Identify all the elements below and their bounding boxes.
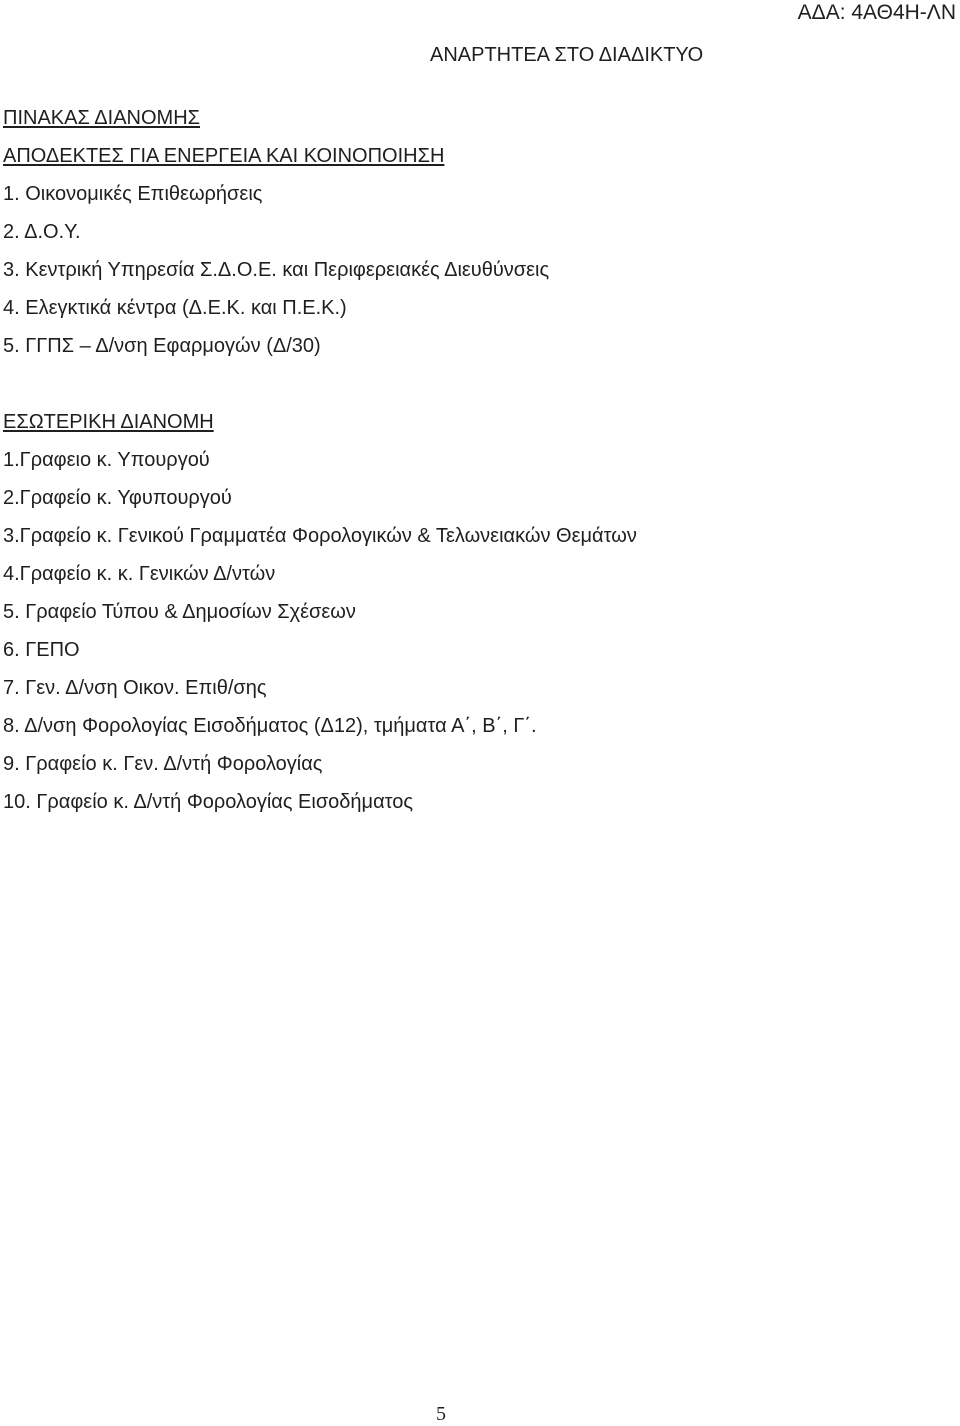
recipients-heading: ΑΠΟΔΕΚΤΕΣ ΓΙΑ ΕΝΕΡΓΕΙΑ ΚΑΙ ΚΟΙΝΟΠΟΙΗΣΗ [3, 145, 445, 167]
internal-item: 1.Γραφειο κ. Υπουργού [3, 449, 210, 471]
internal-item: 6. ΓΕΠΟ [3, 639, 80, 661]
internal-item: 8. Δ/νση Φορολογίας Εισοδήματος (Δ12), τμήματα Α΄, Β΄, Γ΄. [3, 715, 537, 737]
ada-code: ΑΔΑ: 4ΑΘ4Η-ΛΝ [797, 1, 956, 24]
internal-item: 10. Γραφείο κ. Δ/ντή Φορολογίας Εισοδήματος [3, 791, 414, 813]
internal-item: 3.Γραφείο κ. Γενικού Γραμματέα Φορολογικών & Τελωνειακών Θεμάτων [3, 525, 637, 547]
page-number: 5 [436, 1403, 446, 1425]
recipient-item: 5. ΓΓΠΣ – Δ/νση Εφαρμογών (Δ/30) [3, 335, 321, 357]
internal-item: 7. Γεν. Δ/νση Οικον. Επιθ/σης [3, 677, 267, 699]
recipient-item: 3. Κεντρική Υπηρεσία Σ.Δ.Ο.Ε. και Περιφερειακές Διευθύνσεις [3, 259, 550, 281]
internal-item: 9. Γραφείο κ. Γεν. Δ/ντή Φορολογίας [3, 753, 323, 775]
recipient-item: 1. Οικονομικές Επιθεωρήσεις [3, 183, 263, 205]
internal-item: 4.Γραφείο κ. κ. Γενικών Δ/ντών [3, 563, 276, 585]
recipient-item: 4. Ελεγκτικά κέντρα (Δ.Ε.Κ. και Π.Ε.Κ.) [3, 297, 347, 319]
recipient-item: 2. Δ.Ο.Υ. [3, 221, 81, 243]
distribution-table-title: ΠΙΝΑΚΑΣ ΔΙΑΝΟΜΗΣ [3, 107, 201, 129]
internal-item: 5. Γραφείο Τύπου & Δημοσίων Σχέσεων [3, 601, 356, 623]
internal-distribution-heading: ΕΣΩΤΕΡΙΚΗ ΔΙΑΝΟΜΗ [3, 411, 214, 433]
posting-notice: ΑΝΑΡΤΗΤΕΑ ΣΤΟ ΔΙΑΔΙΚΤΥΟ [430, 44, 704, 66]
internal-item: 2.Γραφείο κ. Υφυπουργού [3, 487, 232, 509]
